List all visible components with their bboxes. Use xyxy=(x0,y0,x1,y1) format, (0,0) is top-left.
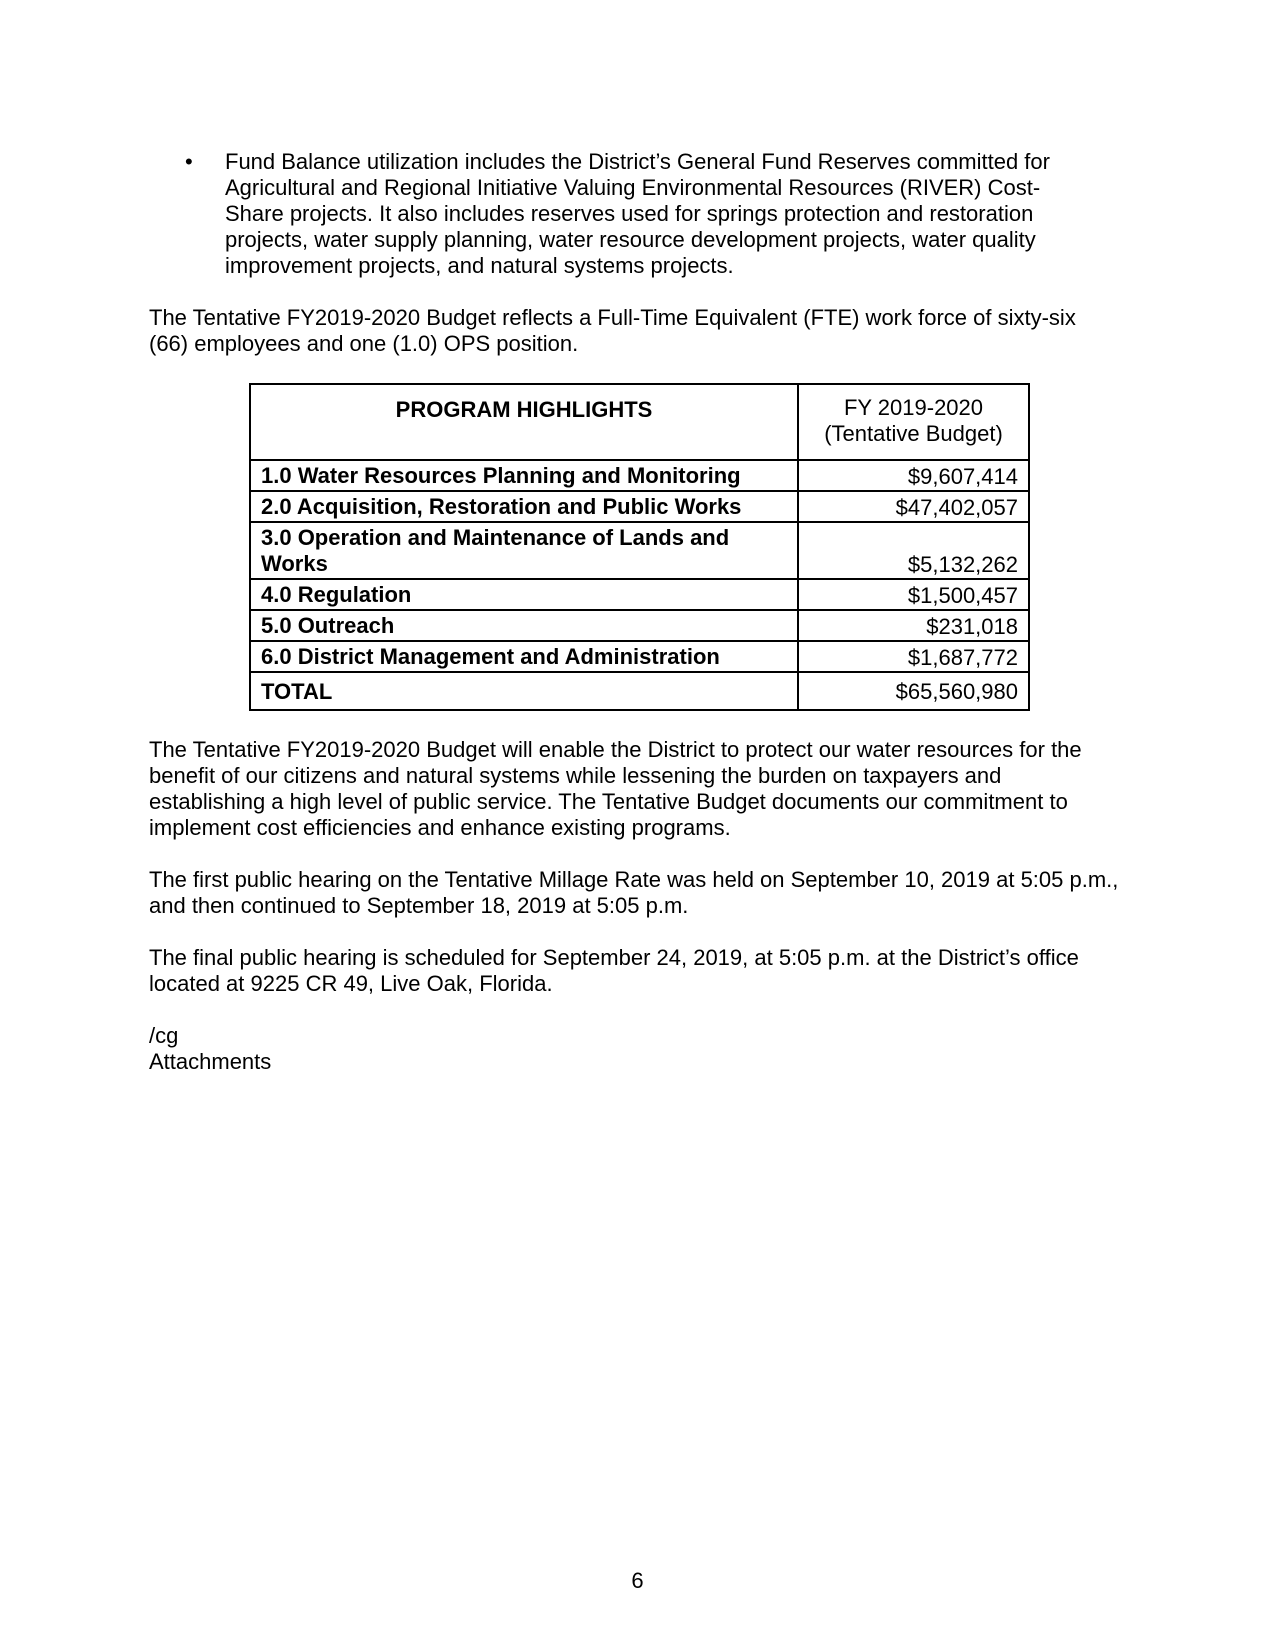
header-year-line1: FY 2019-2020 xyxy=(843,395,984,420)
first-hearing-paragraph: The first public hearing on the Tentative Millage Rate was held on September 10, 2019 at 5:05 p.m., and then continued to September 18, 2019 at 5:05 p.m. xyxy=(149,867,1119,918)
header-year-line2: (Tentative Budget) xyxy=(824,421,1003,446)
program-name-cell: 3.0 Operation and Maintenance of Lands and Works xyxy=(250,522,798,579)
bullet-list xyxy=(149,149,1129,279)
program-name-cell: 4.0 Regulation xyxy=(250,579,798,610)
program-amount-cell: $9,607,414 xyxy=(798,460,1029,491)
program-amount-cell: $5,132,262 xyxy=(798,522,1029,579)
author-initials: /cg xyxy=(149,1023,179,1048)
table-row xyxy=(250,610,1029,641)
table-row xyxy=(250,579,1029,610)
document-page xyxy=(149,149,1129,1075)
program-highlights-table xyxy=(249,383,1030,711)
program-amount-cell: $1,500,457 xyxy=(798,579,1029,610)
page-number: 6 xyxy=(631,1568,644,1593)
program-name-cell: 5.0 Outreach xyxy=(250,610,798,641)
program-amount-cell: $1,687,772 xyxy=(798,641,1029,672)
final-hearing-paragraph: The final public hearing is scheduled for September 24, 2019, at 5:05 p.m. at the District’s office located at 9225 CR 49, Live Oak, Florida. xyxy=(149,945,1079,996)
total-amount-cell: $65,560,980 xyxy=(798,672,1029,710)
table-row xyxy=(250,491,1029,522)
attachments-label: Attachments xyxy=(149,1049,272,1074)
program-name-cell: 2.0 Acquisition, Restoration and Public Works xyxy=(250,491,798,522)
table-row xyxy=(250,460,1029,491)
signoff-block xyxy=(149,1023,1129,1075)
header-program-highlights: PROGRAM HIGHLIGHTS xyxy=(250,384,798,460)
header-fiscal-year xyxy=(798,384,1029,460)
fte-paragraph: The Tentative FY2019-2020 Budget reflects a Full-Time Equivalent (FTE) work force of sixty-six (66) employees and one (1.0) OPS position. xyxy=(149,305,1076,356)
program-name-cell: 1.0 Water Resources Planning and Monitoring xyxy=(250,460,798,491)
table-total-row xyxy=(250,672,1029,710)
table-row xyxy=(250,641,1029,672)
program-amount-cell: $231,018 xyxy=(798,610,1029,641)
bullet-marker: • xyxy=(185,149,193,174)
bullet-item xyxy=(149,149,1085,279)
program-name-cell: 6.0 District Management and Administration xyxy=(250,641,798,672)
table-header-row xyxy=(250,384,1029,460)
program-amount-cell: $47,402,057 xyxy=(798,491,1029,522)
bullet-text: Fund Balance utilization includes the District’s General Fund Reserves committed for Agricultural and Regional Initiative Valuing Environmental Resources (RIVER) Cost-Share projects. It also includes reserves used for springs protection and restoration projects, water supply planning, water resource development projects, water quality improvement projects, and natural systems projects. xyxy=(225,149,1050,278)
total-label-cell: TOTAL xyxy=(250,672,798,710)
table-row xyxy=(250,522,1029,579)
budget-enable-paragraph: The Tentative FY2019-2020 Budget will enable the District to protect our water resources for the benefit of our citizens and natural systems while lessening the burden on taxpayers and establishing a high level of public service. The Tentative Budget documents our commitment to implement cost efficiencies and enhance existing programs. xyxy=(149,737,1082,840)
